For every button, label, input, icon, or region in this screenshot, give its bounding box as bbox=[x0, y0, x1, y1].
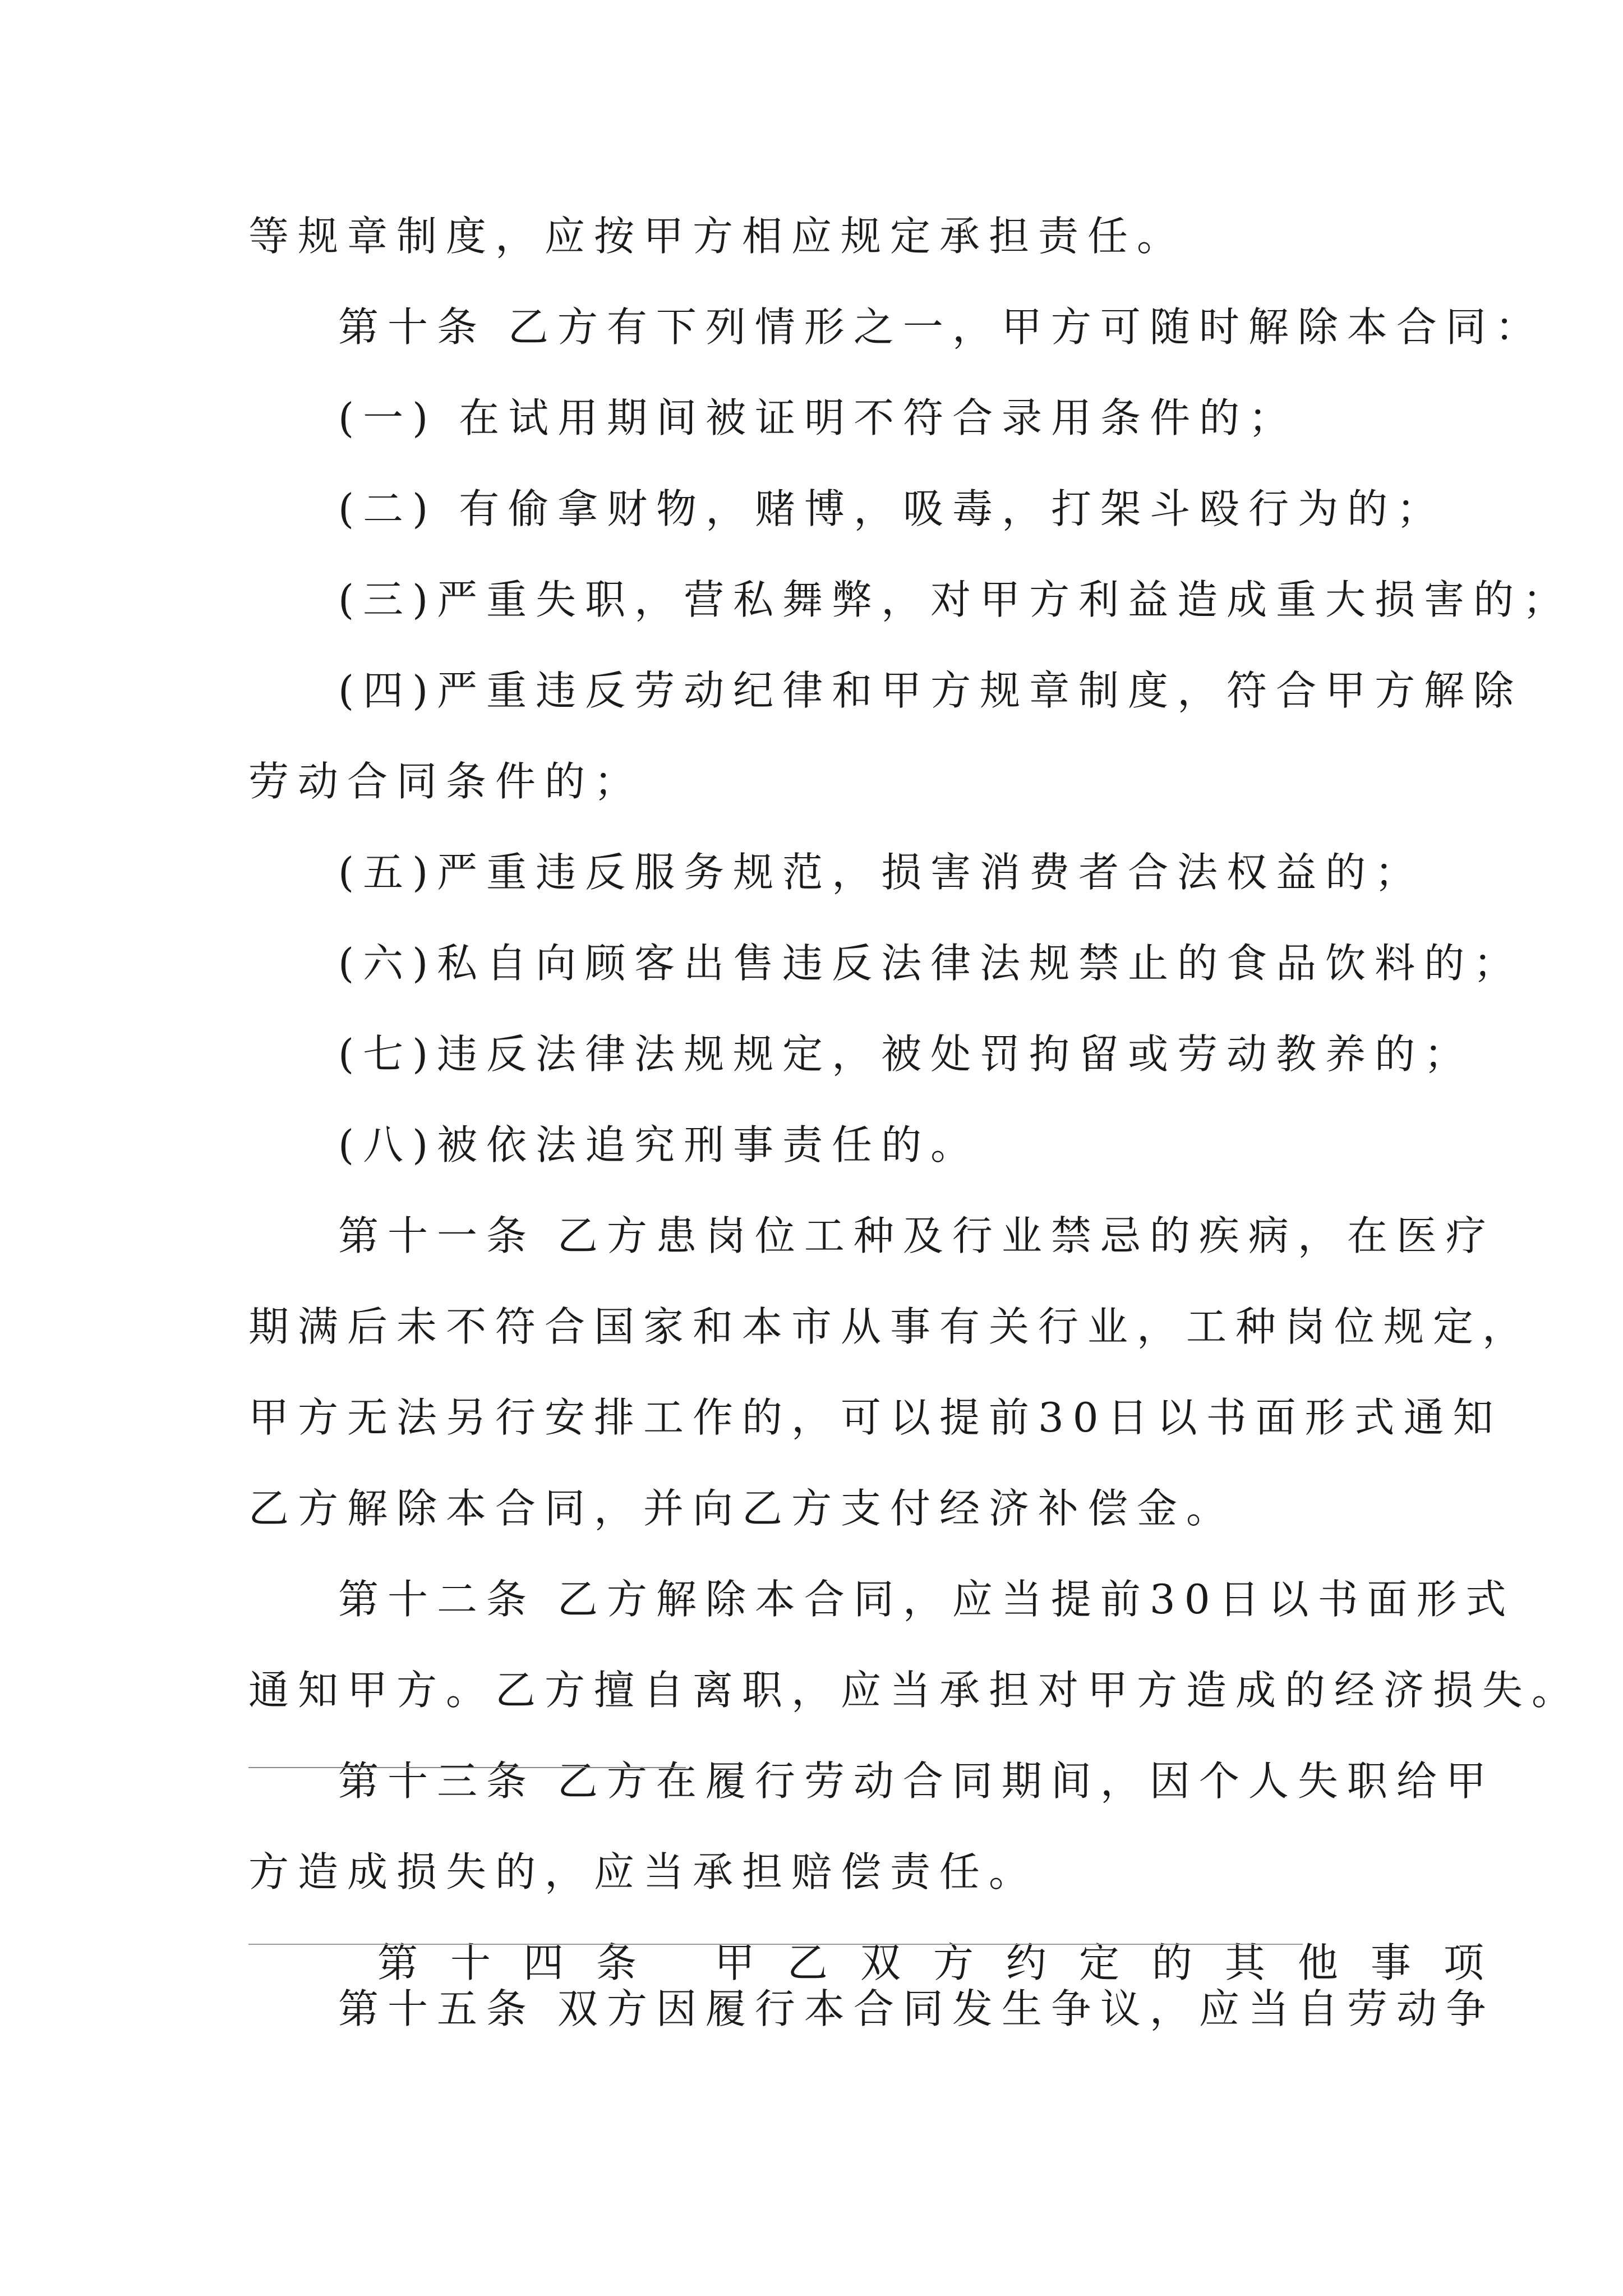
article-14-heading: 第十四条 甲乙双方约定的其他事项 bbox=[377, 1939, 1516, 1986]
article-13-heading: 第十三条 乙方在履行劳动合同期间，因个人失职给甲 bbox=[338, 1757, 1495, 1805]
paragraph-line: 等规章制度，应按甲方相应规定承担责任。 bbox=[248, 213, 1187, 260]
paragraph-line: 甲方无法另行安排工作的，可以提前30日以书面形式通知 bbox=[248, 1394, 1502, 1441]
list-item: (一) 在试用期间被证明不符合录用条件的； bbox=[338, 394, 1298, 441]
paragraph-line: 通知甲方。乙方擅自离职，应当承担对甲方造成的经济损失。 bbox=[248, 1667, 1581, 1714]
blank-fill-line bbox=[248, 1767, 686, 1768]
contract-body bbox=[248, 191, 1581, 2008]
list-item: (六)私自向顾客出售违反法律法规禁止的食品饮料的； bbox=[338, 940, 1523, 987]
paragraph-line: 劳动合同条件的； bbox=[248, 758, 644, 805]
list-item: (五)严重违反服务规范，损害消费者合法权益的； bbox=[338, 849, 1424, 896]
list-item: (三)严重失职，营私舞弊，对甲方利益造成重大损害的； bbox=[338, 576, 1573, 623]
list-item: (八)被依法追究刑事责任的。 bbox=[338, 1121, 980, 1168]
blank-fill-line bbox=[248, 1944, 1303, 1945]
list-item: (二) 有偷拿财物，赌博，吸毒，打架斗殴行为的； bbox=[338, 485, 1446, 532]
list-item: (四)严重违反劳动纪律和甲方规章制度，符合甲方解除 bbox=[338, 667, 1523, 714]
article-12-heading: 第十二条 乙方解除本合同，应当提前30日以书面形式 bbox=[338, 1576, 1515, 1623]
article-15-heading: 第十五条 双方因履行本合同发生争议，应当自劳动争 bbox=[338, 1985, 1495, 2032]
paragraph-line: 方造成损失的，应当承担赔偿责任。 bbox=[248, 1848, 1039, 1895]
article-10-heading: 第十条 乙方有下列情形之一，甲方可随时解除本合同： bbox=[338, 303, 1544, 351]
article-11-heading: 第十一条 乙方患岗位工种及行业禁忌的疾病，在医疗 bbox=[338, 1212, 1495, 1259]
list-item: (七)违反法律法规规定，被处罚拘留或劳动教养的； bbox=[338, 1030, 1474, 1078]
paragraph-line: 乙方解除本合同，并向乙方支付经济补偿金。 bbox=[248, 1485, 1236, 1532]
paragraph-line: 期满后未不符合国家和本市从事有关行业，工种岗位规定， bbox=[248, 1303, 1532, 1350]
